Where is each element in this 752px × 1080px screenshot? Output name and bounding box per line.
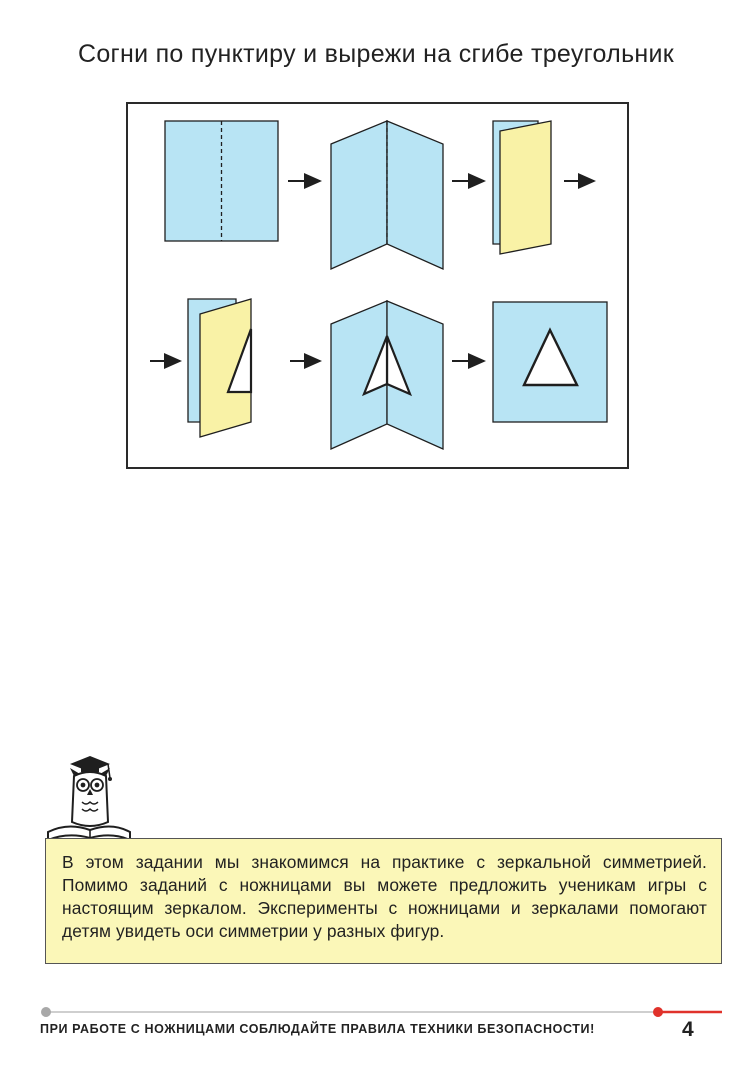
footer-divider — [0, 1002, 752, 1022]
teacher-note-box — [45, 838, 722, 964]
unfolding-sheet-triangle-icon — [331, 301, 443, 449]
folded-sheet-icon — [493, 121, 551, 254]
folding-instructions-frame — [126, 102, 629, 469]
owl-teacher-icon — [40, 752, 132, 844]
page-title: Согни по пунктиру и вырежи на сгибе треугольник — [78, 40, 674, 68]
teacher-note-text: В этом задании мы знакомимся на практике с зеркальной симметрией. Помимо заданий с ножницами вы можете предложить ученикам игры с настоящим зеркалом. Эксперименты с ножницами и зеркалами помогают детям увидеть оси симметрии у разных фигур. — [62, 852, 707, 941]
safety-footer-text: ПРИ РАБОТЕ С НОЖНИЦАМИ СОБЛЮДАЙТЕ ПРАВИЛА ТЕХНИКИ БЕЗОПАСНОСТИ! — [40, 1022, 595, 1036]
half-folded-sheet-icon — [331, 121, 443, 269]
folding-steps-diagram — [128, 104, 631, 471]
flat-sheet-dashed-fold-icon — [165, 121, 278, 241]
folded-sheet-cut-triangle-icon — [188, 299, 251, 437]
page-number: 4 — [682, 1018, 694, 1041]
sheet-with-triangle-hole-icon — [493, 302, 607, 422]
